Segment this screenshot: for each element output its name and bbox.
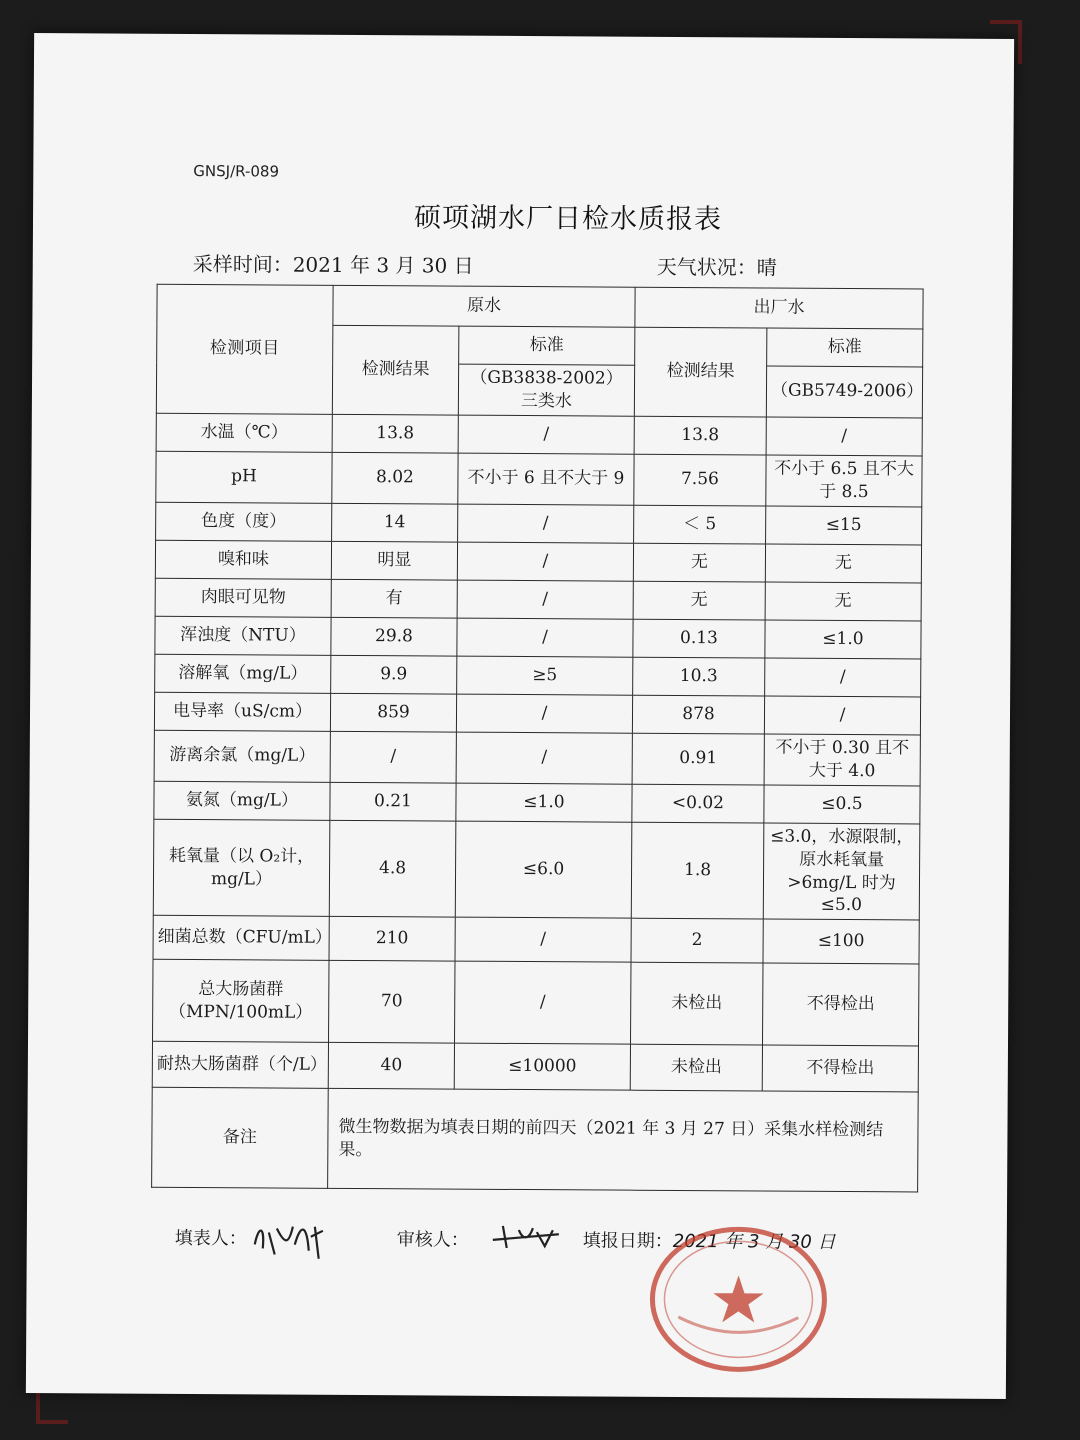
row-item: 总大肠菌群（MPN/100mL） bbox=[153, 960, 329, 1043]
out-standard: / bbox=[765, 658, 921, 697]
raw-result: 4.8 bbox=[329, 820, 456, 918]
remark-label: 备注 bbox=[152, 1088, 329, 1189]
out-standard: / bbox=[766, 417, 922, 456]
row-item: 耗氧量（以 O₂计，mg/L） bbox=[153, 819, 330, 917]
out-standard: ≤3.0，水源限制，原水耗氧量>6mg/L 时为≤5.0 bbox=[763, 823, 920, 921]
out-standard: 无 bbox=[765, 544, 921, 583]
raw-result: 8.02 bbox=[332, 452, 458, 504]
out-result: 13.8 bbox=[634, 416, 766, 455]
raw-standard-class: 三类水 bbox=[520, 390, 572, 412]
raw-result: 210 bbox=[329, 917, 455, 962]
raw-result: 13.8 bbox=[332, 414, 458, 453]
raw-standard: / bbox=[457, 542, 633, 581]
raw-result: 0.21 bbox=[330, 782, 456, 821]
table-row bbox=[154, 730, 920, 786]
table-row bbox=[155, 654, 921, 697]
table-row bbox=[156, 502, 922, 545]
row-item: 电导率（uS/cm） bbox=[154, 692, 330, 731]
out-result: 0.91 bbox=[632, 733, 764, 785]
weather: 天气状况：晴 bbox=[656, 254, 777, 280]
out-standard: ≤100 bbox=[763, 919, 919, 964]
out-result: <0.02 bbox=[632, 784, 764, 823]
reviewer-label: 审核人： bbox=[396, 1229, 469, 1251]
raw-standard-code-text: （GB3838-2002） bbox=[470, 367, 623, 389]
raw-standard: / bbox=[455, 917, 631, 962]
raw-standard: ≤10000 bbox=[454, 1043, 630, 1090]
raw-result: 9.9 bbox=[331, 655, 457, 694]
out-standard: 不得检出 bbox=[762, 963, 918, 1046]
remark-row bbox=[152, 1088, 919, 1193]
raw-result: 14 bbox=[332, 503, 458, 542]
raw-result: 859 bbox=[330, 693, 456, 732]
raw-standard: ≤6.0 bbox=[455, 821, 632, 919]
out-result: 1.8 bbox=[631, 822, 764, 920]
raw-result: 29.8 bbox=[331, 617, 457, 656]
water-quality-table bbox=[151, 284, 924, 1193]
table-row bbox=[153, 960, 919, 1047]
official-seal-stamp bbox=[638, 1217, 839, 1378]
fill-date-label: 填报日期： bbox=[582, 1230, 673, 1252]
document-code: GNSJ/R-089 bbox=[193, 161, 280, 181]
out-result: 2 bbox=[631, 919, 763, 964]
header-item: 检测项目 bbox=[156, 284, 333, 414]
row-item: 浑浊度（NTU） bbox=[155, 616, 331, 655]
out-standard: ≤0.5 bbox=[764, 785, 920, 824]
raw-standard: ≤1.0 bbox=[456, 783, 632, 822]
out-result: 无 bbox=[633, 543, 765, 582]
out-result: ＜ 5 bbox=[634, 505, 766, 544]
table-row bbox=[155, 578, 921, 621]
raw-standard: 不小于 6 且不大于 9 bbox=[458, 453, 634, 505]
row-item: 色度（度） bbox=[156, 502, 332, 541]
out-standard: / bbox=[764, 696, 920, 735]
filler-signature bbox=[249, 1214, 329, 1264]
out-result: 未检出 bbox=[630, 1045, 762, 1092]
reviewer-signature bbox=[489, 1220, 569, 1254]
out-result: 10.3 bbox=[633, 657, 765, 696]
header-out-result: 检测结果 bbox=[634, 327, 767, 417]
row-item: 游离余氯（mg/L） bbox=[154, 730, 330, 782]
out-result: 878 bbox=[632, 695, 764, 734]
header-raw-water: 原水 bbox=[333, 285, 635, 327]
sample-time: 采样时间：2021 年 3 月 30 日 bbox=[192, 251, 474, 278]
row-item: 耐热大肠菌群（个/L） bbox=[152, 1042, 328, 1089]
table-row bbox=[153, 916, 919, 965]
out-result: 无 bbox=[633, 581, 765, 620]
out-standard: 不小于 6.5 且不大于 8.5 bbox=[766, 455, 922, 507]
raw-result: 明显 bbox=[331, 541, 457, 580]
row-item: 嗅和味 bbox=[155, 540, 331, 579]
raw-standard: / bbox=[457, 580, 633, 619]
raw-result: 有 bbox=[331, 579, 457, 618]
header-out-standard: 标准 bbox=[767, 328, 923, 367]
raw-result: 40 bbox=[328, 1043, 454, 1090]
filler-label: 填表人： bbox=[174, 1227, 247, 1250]
table-row bbox=[155, 540, 921, 583]
out-standard: 不得检出 bbox=[762, 1045, 918, 1092]
out-result: 0.13 bbox=[633, 619, 765, 658]
raw-standard: / bbox=[458, 504, 634, 543]
table-row bbox=[153, 819, 920, 920]
out-standard-code: （GB5749-2006） bbox=[766, 366, 922, 418]
row-item: pH bbox=[156, 451, 332, 503]
table-row bbox=[154, 692, 920, 735]
out-result: 未检出 bbox=[630, 963, 762, 1046]
raw-standard: / bbox=[456, 694, 632, 733]
row-item: 细菌总数（CFU/mL） bbox=[153, 916, 329, 961]
raw-standard: / bbox=[458, 415, 634, 454]
header-finished-water: 出厂水 bbox=[635, 287, 923, 329]
table-row bbox=[155, 616, 921, 659]
out-standard: ≤15 bbox=[766, 506, 922, 545]
header-raw-result: 检测结果 bbox=[332, 325, 459, 415]
table-row bbox=[154, 781, 920, 824]
header-raw-standard: 标准 bbox=[459, 326, 635, 365]
remark-text: 微生物数据为填表日期的前四天（2021 年 3 月 27 日）采集水样检测结果。 bbox=[328, 1089, 919, 1193]
out-standard: ≤1.0 bbox=[765, 620, 921, 659]
raw-standard: / bbox=[457, 618, 633, 657]
out-standard: 不小于 0.30 且不大于 4.0 bbox=[764, 734, 920, 786]
raw-standard: / bbox=[456, 732, 632, 784]
row-item: 氨氮（mg/L） bbox=[154, 781, 330, 820]
fill-date-value: 2021 年 3 月 30 日 bbox=[672, 1230, 836, 1253]
row-item: 肉眼可见物 bbox=[155, 578, 331, 617]
report-sheet bbox=[26, 33, 1014, 1399]
row-item: 水温（℃） bbox=[156, 413, 332, 452]
table-row bbox=[152, 1042, 918, 1093]
table-row bbox=[156, 413, 922, 456]
report-title: 硕项湖水厂日检水质报表 bbox=[413, 202, 723, 236]
raw-result: 70 bbox=[329, 961, 455, 1044]
raw-standard-code bbox=[458, 364, 634, 416]
raw-result: / bbox=[330, 731, 456, 783]
out-result: 7.56 bbox=[634, 454, 766, 506]
table-row bbox=[156, 451, 922, 507]
raw-standard: ≥5 bbox=[457, 656, 633, 695]
row-item: 溶解氧（mg/L） bbox=[155, 654, 331, 693]
out-standard: 无 bbox=[765, 582, 921, 621]
raw-standard: / bbox=[454, 961, 630, 1044]
